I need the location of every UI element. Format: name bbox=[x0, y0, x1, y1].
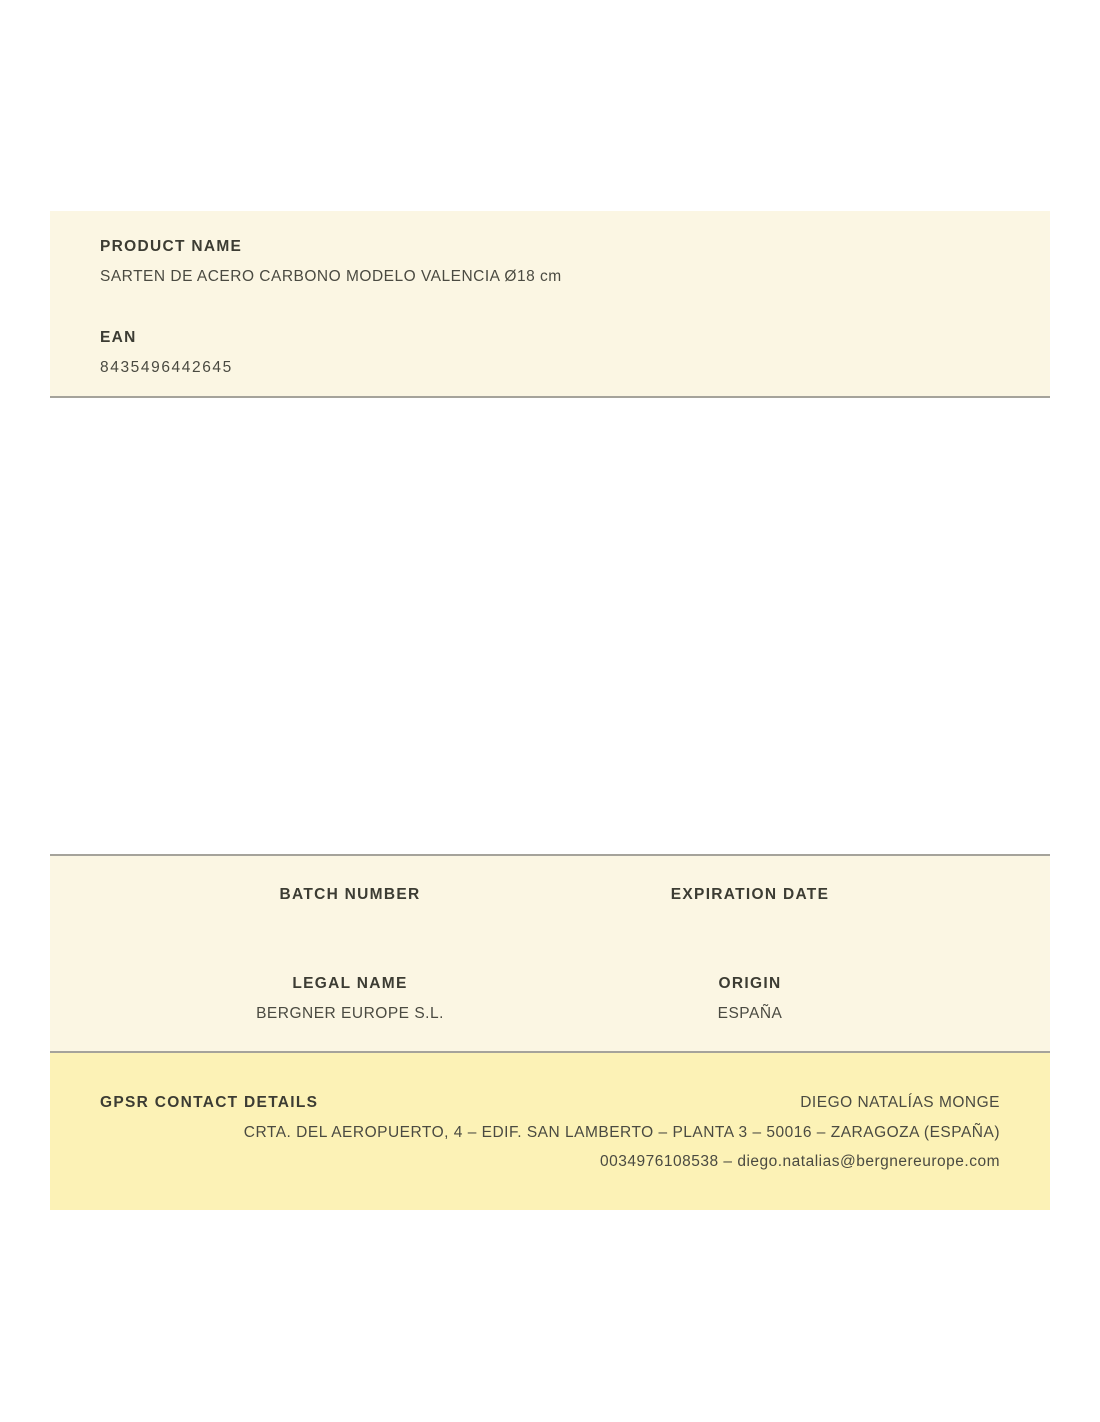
origin-label: ORIGIN bbox=[718, 975, 782, 992]
legal-name-label: LEGAL NAME bbox=[292, 975, 408, 992]
expiration-date-value bbox=[550, 916, 950, 933]
product-panel bbox=[50, 211, 1050, 398]
gpsr-contact-panel bbox=[50, 1053, 1050, 1210]
gpsr-contact-name: DIEGO NATALÍAS MONGE bbox=[800, 1094, 1000, 1111]
batch-number-value bbox=[150, 916, 550, 933]
traceability-panel bbox=[50, 854, 1050, 1053]
gpsr-contact-phone-email: 0034976108538 – diego.natalias@bergnereurope.com bbox=[600, 1153, 1000, 1170]
batch-number-field bbox=[150, 886, 550, 933]
gpsr-contact-address: CRTA. DEL AEROPUERTO, 4 – EDIF. SAN LAMBERTO – PLANTA 3 – 50016 – ZARAGOZA (ESPAÑA) bbox=[243, 1124, 1000, 1141]
gpsr-contact-details-title: GPSR CONTACT DETAILS bbox=[100, 1094, 319, 1111]
legal-name-field bbox=[150, 975, 550, 1022]
legal-name-value: BERGNER EUROPE S.L. bbox=[256, 1005, 444, 1022]
product-name-field bbox=[100, 238, 1000, 285]
ean-value: 8435496442645 bbox=[100, 359, 233, 376]
origin-field bbox=[550, 975, 950, 1022]
expiration-date-field bbox=[550, 886, 950, 933]
batch-number-label: BATCH NUMBER bbox=[279, 886, 421, 903]
expiration-date-label: EXPIRATION DATE bbox=[670, 886, 830, 903]
ean-field bbox=[100, 329, 1000, 376]
ean-label: EAN bbox=[100, 329, 137, 346]
traceability-grid bbox=[150, 886, 950, 1022]
origin-value: ESPAÑA bbox=[717, 1005, 783, 1022]
product-name-label: PRODUCT NAME bbox=[100, 238, 243, 255]
gpsr-header-row bbox=[100, 1094, 1000, 1111]
product-name-value: SARTEN DE ACERO CARBONO MODELO VALENCIA Ø18 cm bbox=[100, 268, 562, 285]
